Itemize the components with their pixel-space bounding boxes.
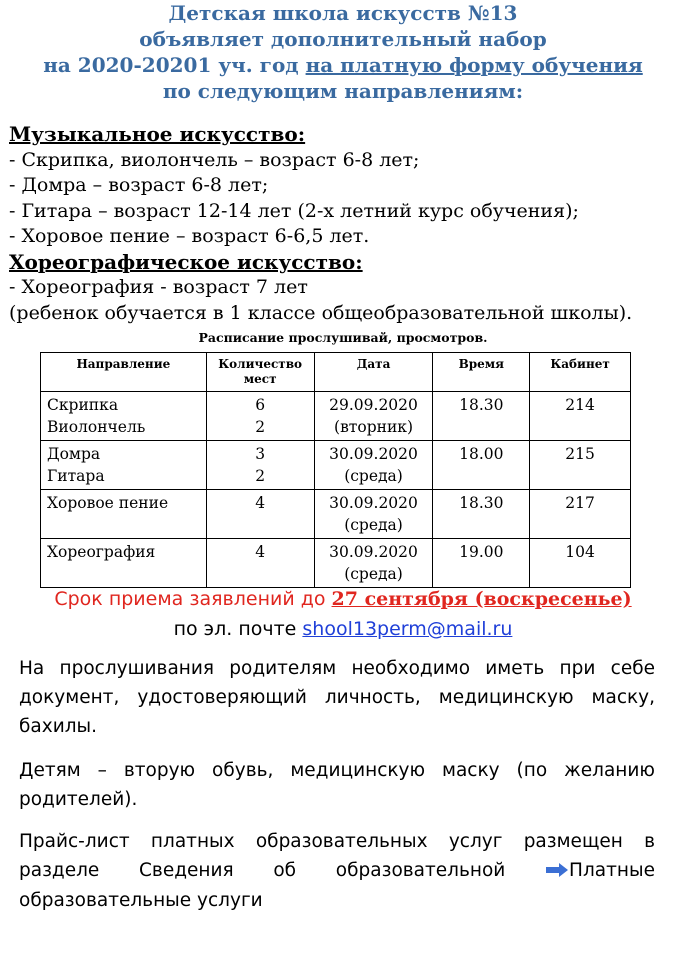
music-item: - Домра – возраст 6-8 лет; — [9, 174, 269, 196]
table-row — [41, 392, 631, 441]
music-section-title: Музыкальное искусство: — [9, 122, 306, 146]
deadline-date: 27 сентября (воскресенье) — [331, 588, 632, 610]
schedule-table — [40, 352, 631, 588]
cell-direction: Скрипка Виолончель — [41, 392, 207, 441]
cell-date: 30.09.2020 (среда) — [314, 490, 433, 539]
cell-time: 18.00 — [433, 441, 530, 490]
announcement-header — [0, 0, 686, 104]
table-row — [41, 441, 631, 490]
music-item: - Скрипка, виолончель – возраст 6-8 лет; — [9, 148, 420, 171]
cell-room: 214 — [530, 392, 631, 441]
paragraph-children: Детям – вторую обувь, медицинскую маску (по желанию родителей). — [19, 760, 655, 810]
cell-places: 6 2 — [206, 392, 314, 441]
cell-date: 30.09.2020 (среда) — [314, 539, 433, 588]
cell-room: 104 — [530, 539, 631, 588]
header-line-3-underlined: на платную форму обучения — [305, 53, 643, 77]
cell-date: 30.09.2020 (среда) — [314, 441, 433, 490]
schedule-header-row — [41, 353, 631, 392]
pricelist-text-before: Прайс-лист платных образовательных услуг размещен в разделе Сведения об образовательной — [19, 831, 655, 881]
header-line-3 — [0, 52, 686, 78]
choreo-section-title: Хореографическое искусство: — [9, 249, 363, 274]
header-direction: Направление — [41, 353, 207, 392]
paragraph-parents: На прослушивания родителям необходимо иметь при себе документ, удостоверяющий личность, медицинскую маску, бахилы. — [19, 658, 655, 737]
pricelist-text-after: Платные образовательные услуги — [19, 860, 655, 911]
right-arrow-icon — [545, 857, 569, 886]
cell-time: 19.00 — [433, 539, 530, 588]
cell-time: 18.30 — [433, 490, 530, 539]
cell-places: 4 — [206, 539, 314, 588]
cell-direction: Хореография — [41, 539, 207, 588]
header-line-4: по следующим направлениям: — [162, 79, 524, 103]
cell-room: 215 — [530, 441, 631, 490]
music-item: - Хоровое пение – возраст 6-6,5 лет. — [9, 225, 370, 247]
cell-places: 3 2 — [206, 441, 314, 490]
table-row — [41, 539, 631, 588]
cell-date: 29.09.2020 (вторник) — [314, 392, 433, 441]
choreo-item: - Хореография - возраст 7 лет — [9, 276, 308, 298]
header-room: Кабинет — [530, 353, 631, 392]
music-item: - Гитара – возраст 12-14 лет (2-х летний курс обучения); — [9, 199, 579, 222]
email-prefix: по эл. почте — [173, 618, 303, 640]
choreo-item: (ребенок обучается в 1 классе общеобразовательной школы). — [9, 301, 633, 324]
email-notice — [0, 616, 686, 642]
cell-room: 217 — [530, 490, 631, 539]
header-places: Количество мест — [206, 353, 314, 392]
header-date: Дата — [314, 353, 433, 392]
email-link[interactable]: shool13perm@mail.ru — [302, 618, 513, 640]
cell-direction: Хоровое пение — [41, 490, 207, 539]
header-line-3-prefix: на 2020-20201 уч. год — [43, 53, 306, 77]
schedule-title: Расписание прослушивай, просмотров. — [198, 330, 488, 345]
cell-places: 4 — [206, 490, 314, 539]
header-line-1: Детская школа искусств №13 — [168, 1, 518, 25]
table-row — [41, 490, 631, 539]
paragraph-pricelist — [19, 827, 655, 915]
directions-list — [9, 122, 679, 326]
header-time: Время — [433, 353, 530, 392]
deadline-prefix: Срок приема заявлений до — [54, 588, 332, 610]
deadline-notice — [0, 586, 686, 612]
cell-direction: Домра Гитара — [41, 441, 207, 490]
cell-time: 18.30 — [433, 392, 530, 441]
header-line-2: объявляет дополнительный набор — [139, 27, 547, 51]
